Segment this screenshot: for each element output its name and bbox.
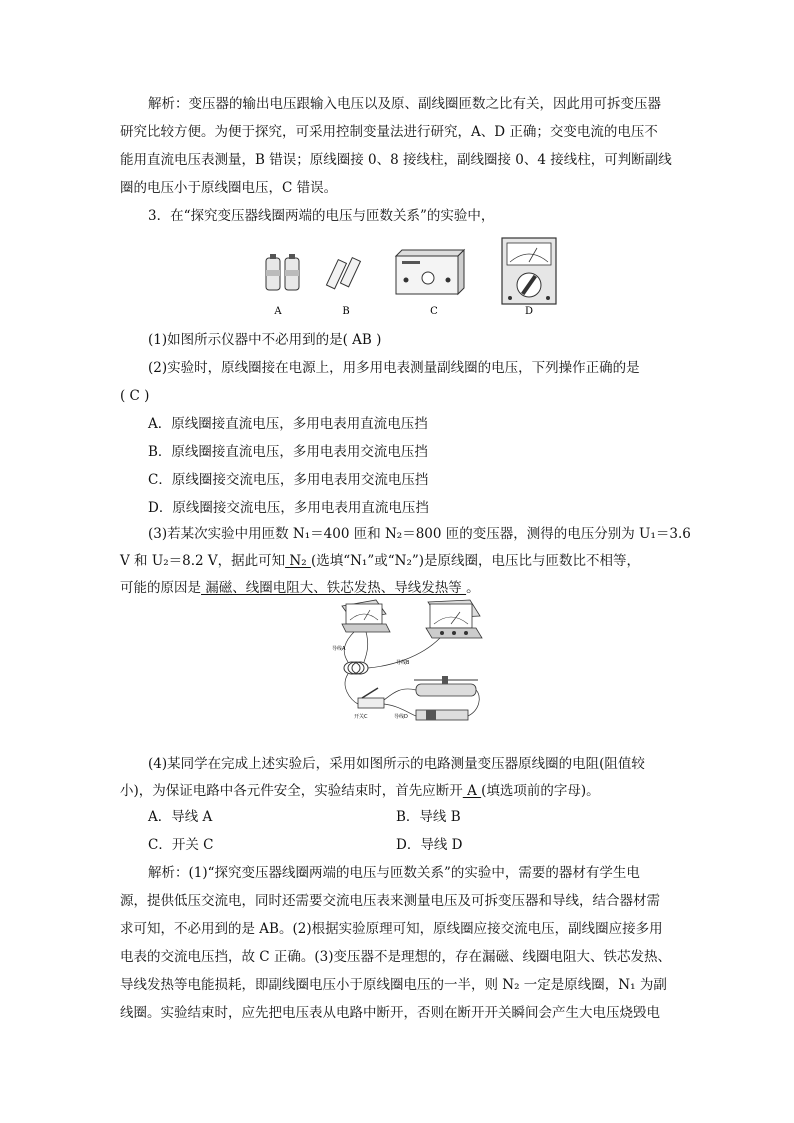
explanation-line: 解析：变压器的输出电压跟输入电压以及原、副线圈匝数之比有关，因此用可拆变压器 [148, 96, 661, 112]
explanation-line: 能用直流电压表测量，B 错误；原线圈接 0、8 接线柱，副线圈接 0、4 接线柱，可判断副线 [120, 152, 672, 168]
rheostat-image [414, 676, 478, 696]
answer-blank: A [462, 783, 482, 799]
power-supply-image [396, 250, 464, 294]
figure-label-c: C [430, 306, 438, 317]
components-image [326, 258, 360, 289]
option-4d: D．导线 D [396, 837, 463, 853]
option-d: D．原线圈接交流电压，多用电表用直流电压挡 [148, 500, 429, 516]
left-meter-image [342, 600, 390, 632]
option-4c: C．开关 C [148, 837, 214, 853]
sub-question-4: (4)某同学在完成上述实验后，采用如图所示的电路测量变压器原线圈的电阻(阻值较 [148, 756, 645, 772]
batteries-image [266, 254, 299, 290]
question-title: 3．在“探究变压器线圈两端的电压与匝数关系”的实验中， [148, 208, 495, 224]
answer-blank: 漏磁、线圈电阻大、铁芯发热、导线发热等 [201, 580, 467, 596]
option-b: B．原线圈接直流电压，多用电表用交流电压挡 [148, 444, 428, 460]
answer-blank: N₂ [285, 553, 311, 569]
explanation-line: 研究比较方便。为便于探究，可采用控制变量法进行研究，A、D 正确；交变电流的电压不 [120, 124, 658, 140]
explanation-line: 圈的电压小于原线圈电压，C 错误。 [120, 180, 338, 196]
circuit-figure [330, 596, 490, 728]
explanation-line: 源，提供低压交流电，同时还需要交流电压表来测量电压及可拆变压器和导线，结合器材需 [120, 893, 660, 909]
figure-label-d: D [524, 306, 534, 317]
figure-label-a: A [274, 306, 282, 317]
sub-question-4-line2: 小)，为保证电路中各元件安全，实验结束时，首先应断开 A (填选项前的字母)。 [120, 783, 600, 799]
multimeter-image [502, 238, 556, 304]
wire-label-b: 导线B [396, 660, 410, 666]
sub-question-3-line3: 可能的原因是 漏磁、线圈电阻大、铁芯发热、导线发热等 。 [120, 580, 480, 596]
coil-image [344, 662, 368, 674]
option-c: C．原线圈接交流电压，多用电表用交流电压挡 [148, 472, 429, 488]
explanation-line: 求可知，不必用到的是 AB。(2)根据实验原理可知，原线圈应接交流电压，副线圈应接多用 [120, 921, 663, 937]
right-meter-image [426, 600, 482, 638]
battery-image [416, 710, 468, 720]
explanation-line: 解析：(1)“探究变压器线圈两端的电压与匝数关系”的实验中，需要的器材有学生电 [148, 865, 640, 881]
wire-label-d: 导线D [394, 714, 408, 720]
explanation-line: 导线发热等电能损耗，即副线圈电压小于原线圈电压的一半，则 N₂ 一定是原线圈，N₁ 为副 [120, 977, 667, 993]
explanation-line: 线圈。实验结束时，应先把电压表从电路中断开，否则在断开开关瞬间会产生大电压烧毁电 [120, 1005, 660, 1021]
instruments-figure [0, 230, 794, 320]
switch-image [358, 688, 384, 708]
figure-label-b: B [342, 306, 350, 317]
option-4b: B．导线 B [396, 809, 461, 825]
option-a: A．原线圈接直流电压，多用电表用直流电压挡 [148, 416, 428, 432]
sub-question-1: (1)如图所示仪器中不必用到的是( AB ) [148, 332, 382, 348]
sub-question-2-answer: ( C ) [120, 388, 150, 404]
sub-question-3-line2: V 和 U₂＝8.2 V，据此可知 N₂ (选填“N₁”或“N₂”)是原线圈，电压比与匝数比不相等， [120, 553, 641, 569]
wire-label-a: 导线A [332, 646, 346, 652]
option-4a: A．导线 A [148, 809, 213, 825]
switch-label-c: 开关C [354, 714, 368, 720]
sub-question-3: (3)若某次实验中用匝数 N₁＝400 匝和 N₂＝800 匝的变压器，测得的电压分别为 U₁＝3.6 [148, 526, 691, 542]
explanation-line: 电表的交流电压挡，故 C 正确。(3)变压器不是理想的，存在漏磁、线圈电阻大、铁芯发热、 [120, 949, 672, 965]
sub-question-2: (2)实验时，原线圈接在电源上，用多用电表测量副线圈的电压，下列操作正确的是 [148, 360, 640, 376]
